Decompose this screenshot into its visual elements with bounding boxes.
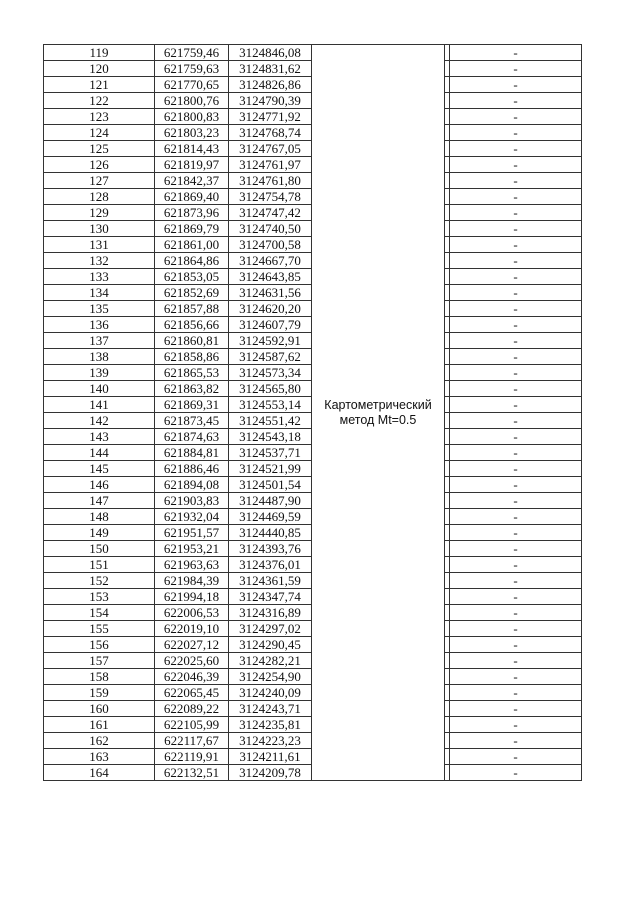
point-number-cell: 135 [44, 301, 155, 317]
note-cell: - [450, 605, 582, 621]
point-number-cell: 144 [44, 445, 155, 461]
note-cell: - [450, 589, 582, 605]
y-coordinate-cell: 3124747,42 [229, 205, 312, 221]
note-cell: - [450, 573, 582, 589]
point-number-cell: 131 [44, 237, 155, 253]
note-cell: - [450, 317, 582, 333]
x-coordinate-cell: 621770,65 [155, 77, 229, 93]
point-number-cell: 120 [44, 61, 155, 77]
note-cell: - [450, 125, 582, 141]
x-coordinate-cell: 621903,83 [155, 493, 229, 509]
method-text-line: Картометрический [324, 397, 432, 412]
y-coordinate-cell: 3124347,74 [229, 589, 312, 605]
y-coordinate-cell: 3124254,90 [229, 669, 312, 685]
note-cell: - [450, 429, 582, 445]
x-coordinate-cell: 621857,88 [155, 301, 229, 317]
y-coordinate-cell: 3124754,78 [229, 189, 312, 205]
note-cell: - [450, 109, 582, 125]
note-cell: - [450, 445, 582, 461]
note-cell: - [450, 221, 582, 237]
point-number-cell: 157 [44, 653, 155, 669]
x-coordinate-cell: 621884,81 [155, 445, 229, 461]
note-cell: - [450, 669, 582, 685]
x-coordinate-cell: 622046,39 [155, 669, 229, 685]
point-number-cell: 164 [44, 765, 155, 781]
x-coordinate-cell: 622025,60 [155, 653, 229, 669]
point-number-cell: 154 [44, 605, 155, 621]
x-coordinate-cell: 621759,46 [155, 45, 229, 61]
y-coordinate-cell: 3124846,08 [229, 45, 312, 61]
point-number-cell: 142 [44, 413, 155, 429]
point-number-cell: 147 [44, 493, 155, 509]
y-coordinate-cell: 3124543,18 [229, 429, 312, 445]
note-cell: - [450, 61, 582, 77]
note-cell: - [450, 717, 582, 733]
note-cell: - [450, 557, 582, 573]
y-coordinate-cell: 3124667,70 [229, 253, 312, 269]
x-coordinate-cell: 621861,00 [155, 237, 229, 253]
note-cell: - [450, 93, 582, 109]
x-coordinate-cell: 621860,81 [155, 333, 229, 349]
note-cell: - [450, 349, 582, 365]
note-cell: - [450, 285, 582, 301]
point-number-cell: 150 [44, 541, 155, 557]
y-coordinate-cell: 3124521,99 [229, 461, 312, 477]
y-coordinate-cell: 3124831,62 [229, 61, 312, 77]
y-coordinate-cell: 3124643,85 [229, 269, 312, 285]
x-coordinate-cell: 621932,04 [155, 509, 229, 525]
y-coordinate-cell: 3124768,74 [229, 125, 312, 141]
y-coordinate-cell: 3124761,97 [229, 157, 312, 173]
y-coordinate-cell: 3124361,59 [229, 573, 312, 589]
note-cell: - [450, 413, 582, 429]
point-number-cell: 163 [44, 749, 155, 765]
x-coordinate-cell: 622119,91 [155, 749, 229, 765]
y-coordinate-cell: 3124700,58 [229, 237, 312, 253]
note-cell: - [450, 493, 582, 509]
x-coordinate-cell: 621819,97 [155, 157, 229, 173]
coordinates-table [43, 44, 582, 781]
x-coordinate-cell: 621869,79 [155, 221, 229, 237]
y-coordinate-cell: 3124771,92 [229, 109, 312, 125]
note-cell: - [450, 157, 582, 173]
point-number-cell: 158 [44, 669, 155, 685]
y-coordinate-cell: 3124790,39 [229, 93, 312, 109]
note-cell: - [450, 205, 582, 221]
point-number-cell: 127 [44, 173, 155, 189]
x-coordinate-cell: 621994,18 [155, 589, 229, 605]
x-coordinate-cell: 621853,05 [155, 269, 229, 285]
x-coordinate-cell: 621874,63 [155, 429, 229, 445]
x-coordinate-cell: 621953,21 [155, 541, 229, 557]
coordinates-table-body [44, 45, 582, 781]
x-coordinate-cell: 621759,63 [155, 61, 229, 77]
y-coordinate-cell: 3124393,76 [229, 541, 312, 557]
y-coordinate-cell: 3124469,59 [229, 509, 312, 525]
x-coordinate-cell: 621856,66 [155, 317, 229, 333]
y-coordinate-cell: 3124551,42 [229, 413, 312, 429]
method-cell [312, 45, 445, 781]
point-number-cell: 119 [44, 45, 155, 61]
point-number-cell: 139 [44, 365, 155, 381]
y-coordinate-cell: 3124235,81 [229, 717, 312, 733]
y-coordinate-cell: 3124767,05 [229, 141, 312, 157]
note-cell: - [450, 653, 582, 669]
note-cell: - [450, 45, 582, 61]
note-cell: - [450, 733, 582, 749]
point-number-cell: 122 [44, 93, 155, 109]
note-cell: - [450, 749, 582, 765]
point-number-cell: 133 [44, 269, 155, 285]
x-coordinate-cell: 622117,67 [155, 733, 229, 749]
x-coordinate-cell: 621852,69 [155, 285, 229, 301]
point-number-cell: 132 [44, 253, 155, 269]
point-number-cell: 146 [44, 477, 155, 493]
note-cell: - [450, 397, 582, 413]
point-number-cell: 134 [44, 285, 155, 301]
x-coordinate-cell: 622019,10 [155, 621, 229, 637]
point-number-cell: 160 [44, 701, 155, 717]
point-number-cell: 123 [44, 109, 155, 125]
y-coordinate-cell: 3124316,89 [229, 605, 312, 621]
x-coordinate-cell: 621865,53 [155, 365, 229, 381]
table-row [44, 45, 582, 61]
x-coordinate-cell: 621963,63 [155, 557, 229, 573]
point-number-cell: 140 [44, 381, 155, 397]
x-coordinate-cell: 621886,46 [155, 461, 229, 477]
y-coordinate-cell: 3124487,90 [229, 493, 312, 509]
x-coordinate-cell: 621984,39 [155, 573, 229, 589]
y-coordinate-cell: 3124240,09 [229, 685, 312, 701]
x-coordinate-cell: 621951,57 [155, 525, 229, 541]
point-number-cell: 151 [44, 557, 155, 573]
note-cell: - [450, 141, 582, 157]
note-cell: - [450, 637, 582, 653]
point-number-cell: 121 [44, 77, 155, 93]
x-coordinate-cell: 621858,86 [155, 349, 229, 365]
x-coordinate-cell: 621842,37 [155, 173, 229, 189]
x-coordinate-cell: 621894,08 [155, 477, 229, 493]
note-cell: - [450, 253, 582, 269]
note-cell: - [450, 77, 582, 93]
point-number-cell: 129 [44, 205, 155, 221]
note-cell: - [450, 701, 582, 717]
point-number-cell: 159 [44, 685, 155, 701]
note-cell: - [450, 381, 582, 397]
y-coordinate-cell: 3124440,85 [229, 525, 312, 541]
x-coordinate-cell: 621873,45 [155, 413, 229, 429]
point-number-cell: 141 [44, 397, 155, 413]
note-cell: - [450, 365, 582, 381]
y-coordinate-cell: 3124826,86 [229, 77, 312, 93]
point-number-cell: 128 [44, 189, 155, 205]
note-cell: - [450, 685, 582, 701]
x-coordinate-cell: 621869,31 [155, 397, 229, 413]
y-coordinate-cell: 3124740,50 [229, 221, 312, 237]
x-coordinate-cell: 622027,12 [155, 637, 229, 653]
y-coordinate-cell: 3124761,80 [229, 173, 312, 189]
note-cell: - [450, 621, 582, 637]
y-coordinate-cell: 3124282,21 [229, 653, 312, 669]
point-number-cell: 136 [44, 317, 155, 333]
point-number-cell: 149 [44, 525, 155, 541]
note-cell: - [450, 333, 582, 349]
x-coordinate-cell: 621869,40 [155, 189, 229, 205]
x-coordinate-cell: 622006,53 [155, 605, 229, 621]
note-cell: - [450, 173, 582, 189]
point-number-cell: 153 [44, 589, 155, 605]
y-coordinate-cell: 3124565,80 [229, 381, 312, 397]
x-coordinate-cell: 621864,86 [155, 253, 229, 269]
point-number-cell: 161 [44, 717, 155, 733]
x-coordinate-cell: 622089,22 [155, 701, 229, 717]
point-number-cell: 130 [44, 221, 155, 237]
point-number-cell: 137 [44, 333, 155, 349]
note-cell: - [450, 461, 582, 477]
y-coordinate-cell: 3124592,91 [229, 333, 312, 349]
note-cell: - [450, 765, 582, 781]
point-number-cell: 162 [44, 733, 155, 749]
y-coordinate-cell: 3124223,23 [229, 733, 312, 749]
x-coordinate-cell: 622105,99 [155, 717, 229, 733]
y-coordinate-cell: 3124587,62 [229, 349, 312, 365]
y-coordinate-cell: 3124211,61 [229, 749, 312, 765]
y-coordinate-cell: 3124209,78 [229, 765, 312, 781]
y-coordinate-cell: 3124620,20 [229, 301, 312, 317]
note-cell: - [450, 541, 582, 557]
y-coordinate-cell: 3124243,71 [229, 701, 312, 717]
x-coordinate-cell: 621800,76 [155, 93, 229, 109]
point-number-cell: 138 [44, 349, 155, 365]
x-coordinate-cell: 621814,43 [155, 141, 229, 157]
x-coordinate-cell: 622132,51 [155, 765, 229, 781]
x-coordinate-cell: 621863,82 [155, 381, 229, 397]
point-number-cell: 155 [44, 621, 155, 637]
note-cell: - [450, 525, 582, 541]
point-number-cell: 145 [44, 461, 155, 477]
point-number-cell: 125 [44, 141, 155, 157]
note-cell: - [450, 301, 582, 317]
y-coordinate-cell: 3124573,34 [229, 365, 312, 381]
x-coordinate-cell: 622065,45 [155, 685, 229, 701]
point-number-cell: 156 [44, 637, 155, 653]
x-coordinate-cell: 621800,83 [155, 109, 229, 125]
y-coordinate-cell: 3124290,45 [229, 637, 312, 653]
x-coordinate-cell: 621803,23 [155, 125, 229, 141]
y-coordinate-cell: 3124297,02 [229, 621, 312, 637]
y-coordinate-cell: 3124631,56 [229, 285, 312, 301]
note-cell: - [450, 189, 582, 205]
y-coordinate-cell: 3124537,71 [229, 445, 312, 461]
y-coordinate-cell: 3124553,14 [229, 397, 312, 413]
point-number-cell: 143 [44, 429, 155, 445]
note-cell: - [450, 477, 582, 493]
y-coordinate-cell: 3124607,79 [229, 317, 312, 333]
point-number-cell: 152 [44, 573, 155, 589]
method-text-line: метод Mt=0.5 [339, 412, 417, 427]
note-cell: - [450, 509, 582, 525]
point-number-cell: 148 [44, 509, 155, 525]
point-number-cell: 126 [44, 157, 155, 173]
y-coordinate-cell: 3124376,01 [229, 557, 312, 573]
note-cell: - [450, 269, 582, 285]
x-coordinate-cell: 621873,96 [155, 205, 229, 221]
y-coordinate-cell: 3124501,54 [229, 477, 312, 493]
note-cell: - [450, 237, 582, 253]
point-number-cell: 124 [44, 125, 155, 141]
